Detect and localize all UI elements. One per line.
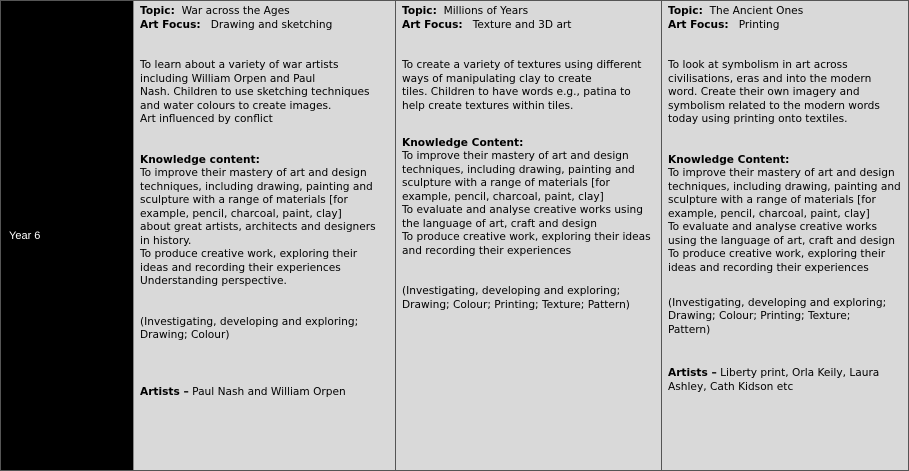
art-focus-value: Printing bbox=[738, 18, 780, 31]
art-focus-row: Art Focus: Drawing and sketching bbox=[140, 18, 333, 31]
knowledge-heading: Knowledge Content: bbox=[402, 136, 524, 149]
investigating-text: (Investigating, developing and exploring; Drawing; Colour) bbox=[140, 315, 359, 341]
topic-value: The Ancient Ones bbox=[709, 5, 804, 17]
cell-millions-of-years bbox=[396, 1, 662, 470]
art-focus-value: Drawing and sketching bbox=[210, 18, 333, 31]
artists-row: Artists – Paul Nash and William Orpen bbox=[140, 385, 346, 398]
topic-row: Topic: The Ancient Ones bbox=[668, 5, 804, 17]
knowledge-text: To improve their mastery of art and design techniques, including drawing, painting and sculpture with a range of materials [for example, pencil, charcoal, paint, clay] To evaluate and analyse creative works using the language of art, craft and design To produce creative work, exploring their ideas and recording their experiences bbox=[402, 150, 651, 257]
topic-row: Topic: War across the Ages bbox=[140, 5, 290, 17]
investigating-text: (Investigating, developing and exploring; Drawing; Colour; Printing; Texture; Pattern) bbox=[668, 296, 887, 336]
intro-text: To create a variety of textures using different ways of manipulating clay to create tiles. Children to have words e.g., patina to help create textures within tiles. bbox=[402, 59, 642, 112]
intro-text: To learn about a variety of war artists including William Orpen and Paul Nash. Children to use sketching techniques and water colours to create images. Art influenced by conflict bbox=[140, 59, 370, 125]
cell-war-across-the-ages bbox=[134, 1, 396, 470]
art-focus-value: Texture and 3D art bbox=[472, 18, 572, 31]
investigating-text: (Investigating, developing and exploring; Drawing; Colour; Printing; Texture; Pattern) bbox=[402, 285, 630, 311]
artists-value: Paul Nash and William Orpen bbox=[192, 385, 346, 398]
knowledge-heading: Knowledge Content: bbox=[668, 153, 790, 166]
art-focus-row: Art Focus: Texture and 3D art bbox=[402, 18, 572, 31]
cell-the-ancient-ones bbox=[662, 1, 908, 470]
knowledge-text: To improve their mastery of art and design techniques, including drawing, painting and sculpture with a range of materials [for example, pencil, charcoal, paint, clay] To evaluate and analyse creative works using the language of art, craft and design To produce creative work, exploring their ideas and recording their experiences bbox=[668, 167, 901, 274]
topic-value: Millions of Years bbox=[443, 5, 529, 17]
year-cell bbox=[1, 1, 134, 470]
knowledge-text: To improve their mastery of art and design techniques, including drawing, painting and sculpture with a range of materials [for example, pencil, charcoal, paint, clay] about great artists, architects and designers in history. To produce creative work, exploring their ideas and recording their experiences Understanding perspective. bbox=[140, 167, 376, 287]
artists-value: Liberty print, Orla Keily, Laura bbox=[720, 367, 880, 379]
artists-row: Artists – Liberty print, Orla Keily, Laura Ashley, Cath Kidson etc bbox=[668, 367, 880, 393]
intro-text: To look at symbolism in art across civilisations, eras and into the modern word. Create their own imagery and symbolism related to the modern words today using printing onto textiles. bbox=[668, 59, 880, 125]
topic-row: Topic: Millions of Years bbox=[402, 5, 529, 17]
topic-value: War across the Ages bbox=[181, 5, 290, 17]
year-label: Year 6 bbox=[9, 229, 41, 242]
art-focus-row: Art Focus: Printing bbox=[668, 18, 780, 31]
knowledge-heading: Knowledge content: bbox=[140, 153, 260, 166]
